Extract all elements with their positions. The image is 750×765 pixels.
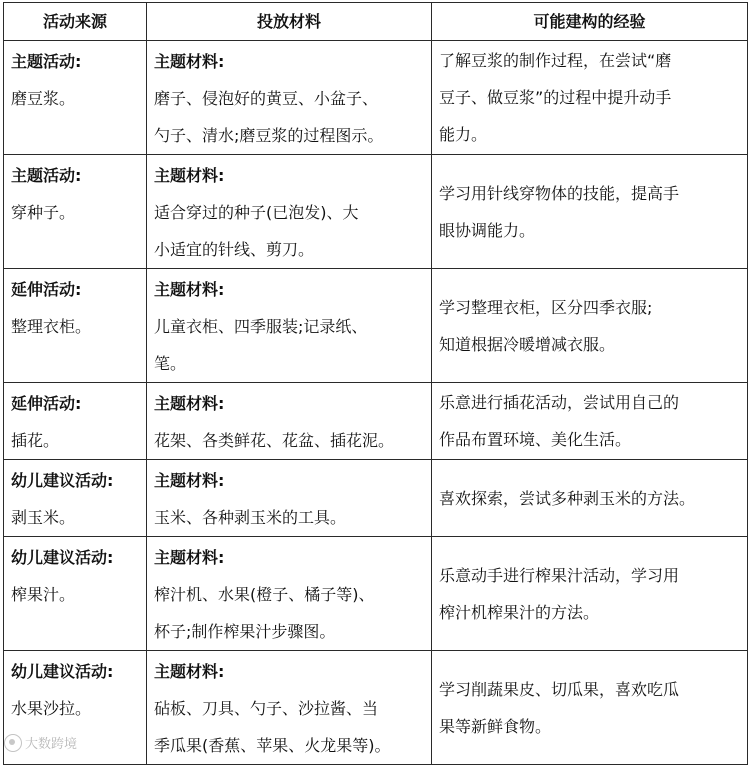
materials-line: 小适宜的针线、剪刀。 — [154, 240, 315, 259]
materials-line: 玉米、各种剥玉米的工具。 — [154, 508, 347, 527]
activity-name: 磨豆浆。 — [11, 89, 76, 108]
table-body — [4, 41, 748, 765]
watermark — [4, 733, 77, 752]
experience-line: 能力。 — [439, 125, 488, 144]
activity-table — [3, 2, 748, 765]
materials-cell — [147, 537, 432, 651]
table-header-row — [4, 3, 748, 41]
activity-source-cell — [4, 383, 147, 460]
experience-line: 榨汁机榨果汁的方法。 — [439, 602, 600, 622]
circle-logo-icon — [4, 734, 22, 752]
experience-cell — [432, 383, 748, 460]
materials-cell — [147, 383, 432, 460]
experience-line: 乐意动手进行榨果汁活动，学习用 — [439, 565, 680, 585]
experience-line: 豆子、做豆浆”的过程中提升动手 — [439, 88, 672, 107]
materials-line: 杯子;制作榨果汁步骤图。 — [154, 622, 336, 641]
activity-type-label: 幼儿建议活动: — [11, 471, 114, 490]
activity-name: 榨果汁。 — [11, 585, 76, 604]
experience-line: 学习用针线穿物体的技能，提高手 — [439, 183, 680, 203]
header-experience: 可能建构的经验 — [432, 3, 748, 41]
materials-label: 主题材料: — [154, 662, 225, 681]
materials-line: 花架、各类鲜花、花盆、插花泥。 — [154, 431, 395, 450]
activity-name: 穿种子。 — [11, 203, 76, 222]
activity-type-label: 主题活动: — [11, 52, 82, 71]
materials-label: 主题材料: — [154, 548, 225, 567]
activity-type-label: 幼儿建议活动: — [11, 548, 114, 567]
experience-line: 乐意进行插花活动，尝试用自己的 — [439, 393, 680, 412]
activity-source-cell — [4, 155, 147, 269]
watermark-text: 大数跨境 — [25, 737, 78, 752]
materials-line: 适合穿过的种子(已泡发)、大 — [154, 203, 359, 222]
experience-cell — [432, 269, 748, 383]
experience-line: 学习削蔬果皮、切瓜果，喜欢吃瓜 — [439, 679, 680, 699]
materials-line: 砧板、刀具、勺子、沙拉酱、当 — [154, 699, 379, 718]
experience-line: 了解豆浆的制作过程，在尝试“磨 — [439, 51, 672, 70]
table-row — [4, 460, 748, 537]
experience-cell — [432, 155, 748, 269]
activity-name: 水果沙拉。 — [11, 699, 92, 718]
activity-name: 插花。 — [11, 431, 60, 450]
activity-type-label: 主题活动: — [11, 166, 82, 185]
activity-type-label: 延伸活动: — [11, 280, 82, 299]
activity-type-label: 幼儿建议活动: — [11, 662, 114, 681]
table-row — [4, 41, 748, 155]
materials-line: 季瓜果(香蕉、苹果、火龙果等)。 — [154, 736, 391, 755]
experience-cell — [432, 460, 748, 537]
table-row — [4, 269, 748, 383]
materials-line: 勺子、清水;磨豆浆的过程图示。 — [154, 126, 384, 145]
experience-cell — [432, 537, 748, 651]
materials-label: 主题材料: — [154, 471, 225, 490]
table-row — [4, 537, 748, 651]
experience-line: 知道根据冷暖增减衣服。 — [439, 334, 616, 354]
materials-cell — [147, 155, 432, 269]
materials-line: 磨子、侵泡好的黄豆、小盆子、 — [154, 89, 379, 108]
materials-line: 榨汁机、水果(橙子、橘子等)、 — [154, 585, 375, 604]
header-materials: 投放材料 — [147, 3, 432, 41]
materials-label: 主题材料: — [154, 280, 225, 299]
experience-line: 作品布置环境、美化生活。 — [439, 430, 632, 449]
experience-cell — [432, 41, 748, 155]
activity-source-cell — [4, 41, 147, 155]
table-row — [4, 651, 748, 765]
materials-label: 主题材料: — [154, 52, 225, 71]
activity-type-label: 延伸活动: — [11, 394, 82, 413]
materials-line: 笔。 — [154, 354, 187, 373]
activity-source-cell — [4, 460, 147, 537]
experience-line: 喜欢探索，尝试多种剥玉米的方法。 — [439, 488, 696, 508]
activity-name: 整理衣柜。 — [11, 317, 92, 336]
activity-name: 剥玉米。 — [11, 508, 76, 527]
header-activity-source: 活动来源 — [4, 3, 147, 41]
activity-source-cell — [4, 269, 147, 383]
activity-source-cell — [4, 537, 147, 651]
materials-label: 主题材料: — [154, 166, 225, 185]
materials-cell — [147, 651, 432, 765]
experience-line: 眼协调能力。 — [439, 220, 536, 240]
table-row — [4, 383, 748, 460]
materials-line: 儿童衣柜、四季服装;记录纸、 — [154, 317, 368, 336]
materials-cell — [147, 269, 432, 383]
materials-cell — [147, 460, 432, 537]
materials-label: 主题材料: — [154, 394, 225, 413]
table-row — [4, 155, 748, 269]
experience-cell — [432, 651, 748, 765]
materials-cell — [147, 41, 432, 155]
document — [3, 2, 747, 765]
experience-line: 果等新鲜食物。 — [439, 716, 552, 736]
experience-line: 学习整理衣柜，区分四季衣服; — [439, 297, 653, 317]
